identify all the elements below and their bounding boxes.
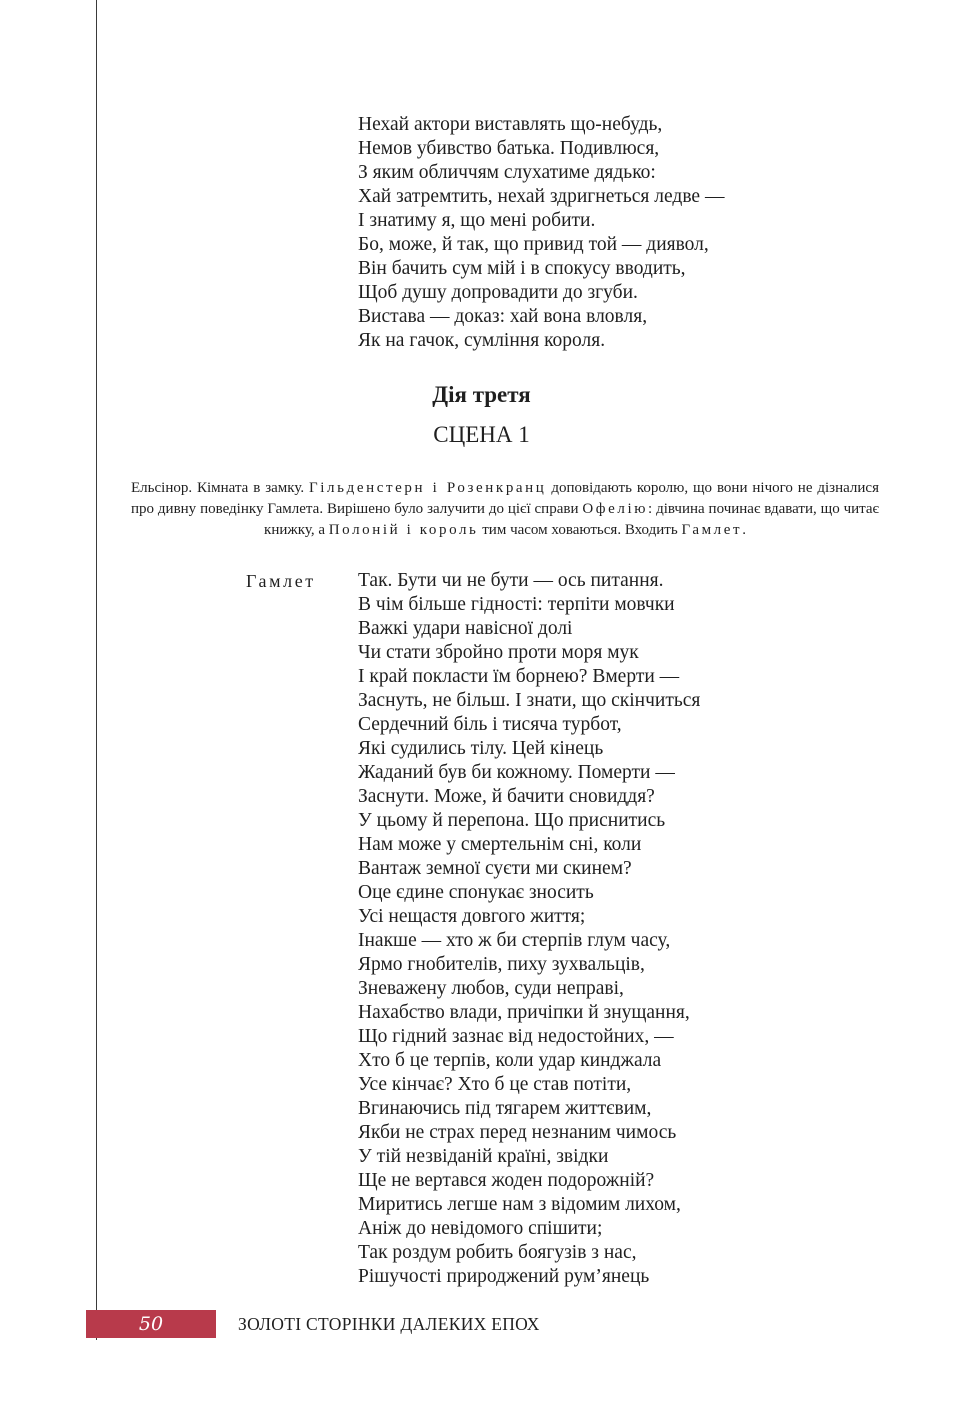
verse-line: Хто б це терпів, коли удар кинджала [358,1050,662,1071]
verse-line: Усе кінчає? Хто б це став потіти, [358,1074,632,1095]
verse-line: В чім більше гідності: терпіти мовчки [358,594,675,615]
verse-line: Так роздум робить боягузів з нас, [358,1242,637,1263]
verse-line: Інакше — хто ж би стерпів глум часу, [358,930,671,951]
verse-line: Важкі удари навісної долі [358,618,573,639]
scene-title: СЦЕНА 1 [433,422,530,447]
verse-line: Які судились тілу. Цей кінець [358,738,604,759]
verse-line: Вгинаючись під тягарем життєвим, [358,1098,652,1119]
verse-line: Ще не вертався жоден подорожній? [358,1170,655,1191]
verse-line: У тій незвіданій країні, звідки [358,1146,609,1167]
verse-block-monologue [358,569,700,1289]
verse-line: Оце єдине спонукає зносить [358,882,594,903]
verse-line: Зневажену любов, суди неправі, [358,978,624,999]
verse-line: Усі нещастя довгого життя; [358,906,586,927]
verse-block-top [358,113,724,353]
verse-line: Чи стати збройно проти моря мук [358,642,639,663]
verse-line: Нам може у смертельнім сні, коли [358,834,642,855]
character-names: Гільденстерн і Розенкранц [309,480,547,496]
verse-line: Якби не страх перед незнаним чимось [358,1122,677,1143]
stage-text: : дівчина починає вдавати, що читає книжку, а [264,501,879,538]
verse-line: Немов убивство батька. Подивлюся, [358,138,660,159]
speaker-name: Гамлет [246,571,316,591]
verse-line: Вистава — доказ: хай вона вловля, [358,306,648,327]
verse-line: Рішучості природжений рум’янець [358,1266,650,1287]
verse-line: Заснуть, не більш. І знати, що скінчиться [358,690,701,711]
stage-text: . [742,522,746,538]
verse-line: І знатиму я, що мені робити. [358,210,596,231]
stage-text: доповідають королю, що вони нічого не дізналися про дивну поведінку Гамлета. Вирішено було залучити до цієї справи [131,480,879,517]
verse-line: Жаданий був би кожному. Померти — [358,762,675,783]
stage-text: тим часом ховаються. Входить [478,522,682,538]
act-title: Дія третя [432,382,531,407]
verse-line: Нехай актори виставлять що-небудь, [358,114,663,135]
verse-line: Бо, може, й так, що привид той — диявол, [358,234,709,255]
verse-line: Ярмо гнобителів, пиху зухвальців, [358,954,645,975]
verse-line: Він бачить сум мій і в спокусу вводить, [358,258,686,279]
verse-line: Хай затремтить, нехай здригнеться ледве — [358,186,725,207]
character-name: Гамлет [681,522,743,538]
verse-line: Миритись легше нам з відомим лихом, [358,1194,681,1215]
verse-line: І край покласти їм борнею? Вмерти — [358,666,680,687]
stage-direction [131,478,879,541]
running-title: ЗОЛОТІ СТОРІНКИ ДАЛЕКИХ ЕПОХ [238,1314,540,1334]
character-names: Полоній і король [328,522,479,538]
verse-line: Вантаж земної суєти ми скинем? [358,858,632,879]
verse-line: Нахабство влади, причіпки й знущання, [358,1002,690,1023]
verse-line: Так. Бути чи не бути — ось питання. [358,570,664,591]
margin-rule [96,0,97,1340]
verse-line: З яким обличчям слухатиме дядько: [358,162,656,183]
verse-line: Аніж до невідомого спішити; [358,1218,603,1239]
character-name: Офелію [582,501,649,517]
verse-line: Щоб душу допровадити до згуби. [358,282,638,303]
verse-line: Як на гачок, сумління короля. [358,330,606,351]
page-number: 50 [138,1313,164,1335]
stage-text: Ельсінор. Кімната в замку. [131,480,310,496]
page-number-badge [86,1310,216,1338]
verse-line: У цьому й перепона. Що приснитись [358,810,666,831]
verse-line: Що гідний зазнає від недостойних, — [358,1026,674,1047]
verse-line: Сердечний біль і тисяча турбот, [358,714,622,735]
verse-line: Заснути. Може, й бачити сновиддя? [358,786,655,807]
